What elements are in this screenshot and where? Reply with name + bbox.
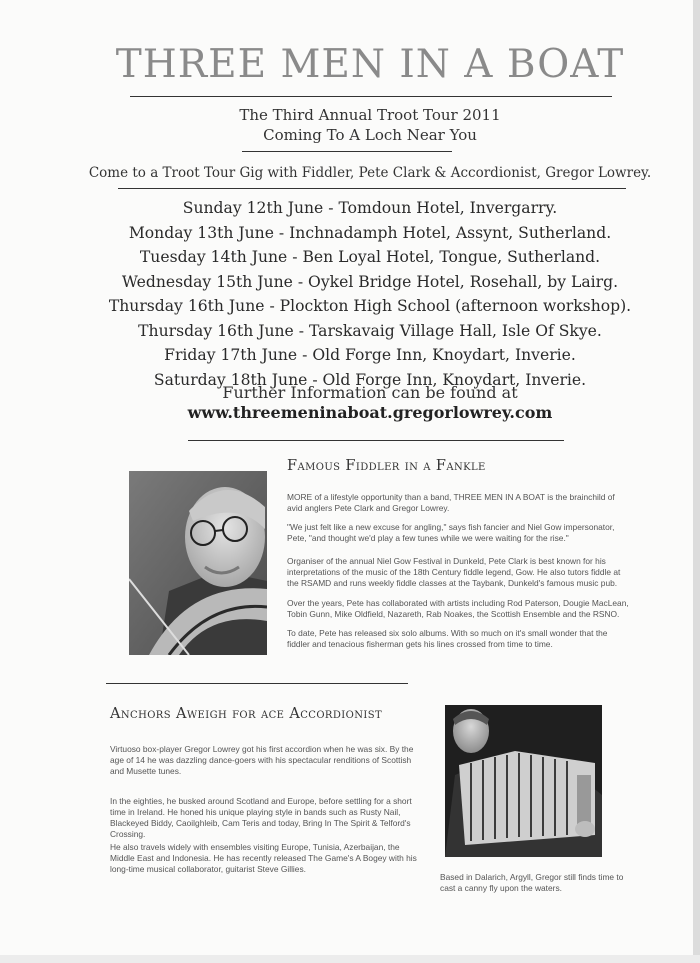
fiddler-paragraph: To date, Pete has released six solo albums. With so much on it's small wonder that the fiddler and tenacious fisherman gets his lines crossed from time to time. — [287, 628, 608, 649]
further-info-text: Further Information can be found at — [222, 383, 518, 402]
tour-date-item: Thursday 16th June - Tarskavaig Village Hall, Isle Of Skye. — [138, 321, 602, 340]
title-underline — [130, 96, 612, 97]
section-divider — [106, 683, 408, 684]
intro-line: Come to a Troot Tour Gig with Fiddler, Pete Clark & Accordionist, Gregor Lowrey. — [88, 165, 652, 181]
website-link[interactable]: www.threemeninaboat.gregorlowrey.com — [187, 403, 553, 422]
tour-tagline: Coming To A Loch Near You — [263, 126, 477, 144]
fiddler-paragraph: "We just felt like a new excuse for angling," says fish fancier and Niel Gow impersonator, Pete, "and thought we'd play a few tunes while we were waiting for the rise." — [287, 522, 615, 543]
tour-date-item: Wednesday 15th June - Oykel Bridge Hotel, Rosehall, by Lairg. — [121, 272, 619, 291]
info-underline — [188, 440, 564, 441]
accordionist-photo-image — [445, 705, 602, 857]
tour-dates-list — [0, 196, 700, 392]
accordionist-paragraph: In the eighties, he busked around Scotland and Europe, before settling for a short time in Ireland. He honed his unique playing style in bands such as Rusty Nail, Blackeyed Biddy, Caoilghleib, Cam Teris and today, Bring In The Spirit & Telford's Crossing. — [110, 796, 412, 839]
scan-edge-right — [693, 0, 700, 963]
accordionist-paragraph: Virtuoso box-player Gregor Lowrey got his first accordion when he was six. By the age of 14 he was dazzling dance-goers with his spectacular renditions of Scottish and Musette tunes. — [110, 744, 414, 776]
fiddler-photo-image — [129, 471, 267, 655]
tour-date-item: Thursday 16th June - Plockton High School (afternoon workshop). — [108, 297, 632, 315]
tour-date-item: Monday 13th June - Inchnadamph Hotel, Assynt, Sutherland. — [128, 223, 612, 242]
tour-date-item: Friday 17th June - Old Forge Inn, Knoydart, Inverie. — [164, 346, 576, 364]
subtitle-underline — [242, 151, 452, 152]
accordionist-headline: Anchors Aweigh for ace Accordionist — [110, 706, 383, 722]
accordionist-photo — [445, 705, 602, 857]
fiddler-paragraph: Organiser of the annual Niel Gow Festival in Dunkeld, Pete Clark is best known for his interpretations of the music of the 18th Century fiddle legend, Gow. He also tutors fiddle at the RSAMD and runs weekly fiddle classes at the Taybank, Dunkeld's famous music pub. — [287, 556, 621, 588]
tour-date-item: Tuesday 14th June - Ben Loyal Hotel, Tongue, Sutherland. — [139, 248, 601, 266]
tour-date-item: Sunday 12th June - Tomdoun Hotel, Invergarry. — [182, 199, 558, 217]
intro-underline — [118, 188, 626, 189]
tour-date-item: Saturday 18th June - Old Forge Inn, Knoydart, Inverie. — [153, 370, 587, 389]
poster-title: THREE MEN IN A BOAT — [115, 42, 625, 87]
fiddler-paragraph: Over the years, Pete has collaborated with artists including Rod Paterson, Dougie MacLean, Tobin Gunn, Mike Oldfield, Nazareth, Rab Noakes, the Scottish Ensemble and the RSNO. — [287, 598, 629, 619]
accordionist-paragraph: He also travels widely with ensembles visiting Europe, Tunisia, Azerbaijan, the Middle East and Indonesia. He has recently released The Game's A Bogey with his long-time musical collaborator, guitarist Steve Gillies. — [110, 842, 417, 874]
fiddler-photo — [129, 471, 267, 655]
fiddler-paragraph: MORE of a lifestyle opportunity than a band, THREE MEN IN A BOAT is the brainchild of avid anglers Pete Clark and Gregor Lowrey. — [287, 492, 615, 513]
accordionist-photo-caption: Based in Dalarich, Argyll, Gregor still finds time to cast a canny fly upon the waters. — [440, 872, 624, 893]
fiddler-headline: Famous Fiddler in a Fankle — [287, 458, 486, 474]
tour-subtitle: The Third Annual Troot Tour 2011 — [239, 106, 501, 124]
scan-edge-bottom — [0, 955, 700, 963]
